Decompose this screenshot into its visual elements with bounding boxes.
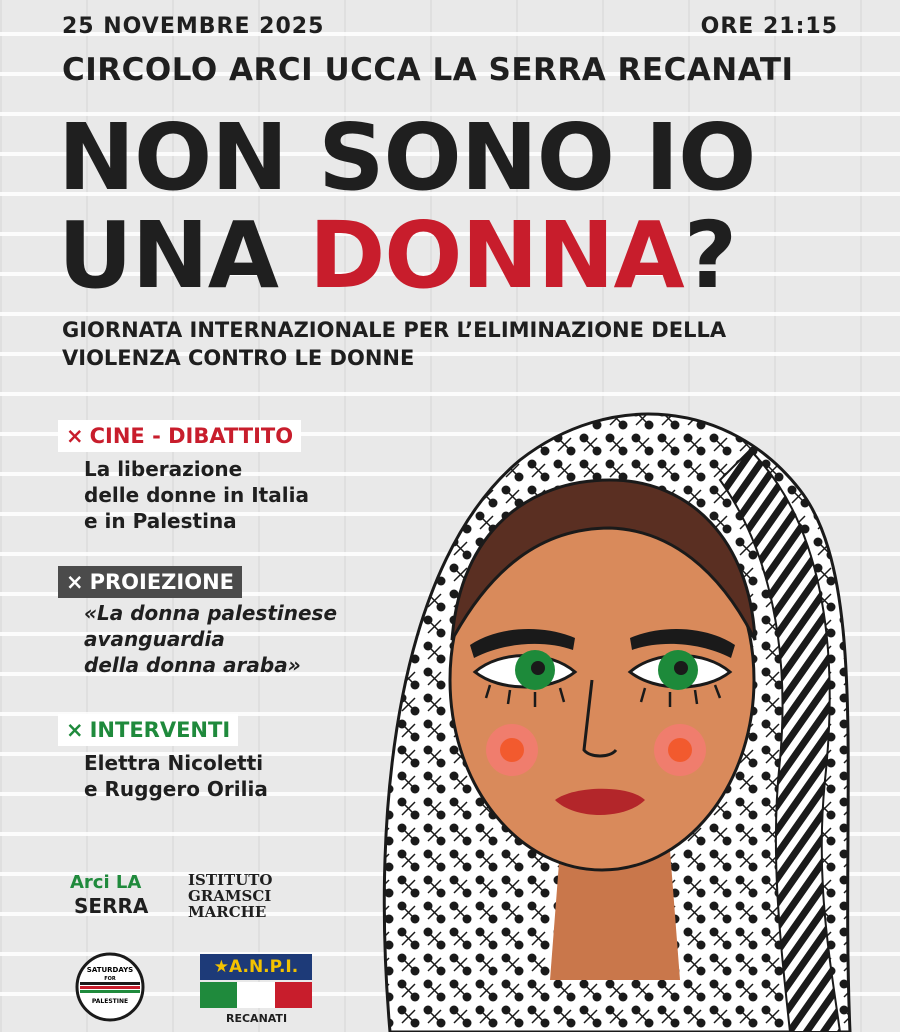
arci-la-serra-logo bbox=[62, 870, 172, 920]
left-cheek-center bbox=[500, 738, 524, 762]
cross-icon: × bbox=[66, 424, 84, 448]
subtitle bbox=[62, 316, 842, 372]
section-interventi-body bbox=[84, 750, 268, 802]
section-proiezione-label: PROIEZIONE bbox=[89, 570, 234, 594]
section-cine-label: CINE - DIBATTITO bbox=[89, 424, 294, 448]
title-una: UNA bbox=[58, 202, 309, 309]
saturdays-logo-bottom: PALESTINE bbox=[91, 998, 129, 1005]
saturdays-logo-mid: FOR bbox=[104, 976, 116, 982]
gramsci-logo-line-2: GRAMSCI bbox=[188, 887, 272, 905]
event-time: ORE 21:15 bbox=[700, 14, 838, 39]
section-cine-body bbox=[84, 456, 309, 534]
proiezione-line-2: avanguardia bbox=[84, 627, 225, 651]
right-cheek-center bbox=[668, 738, 692, 762]
section-interventi-label: INTERVENTI bbox=[89, 718, 231, 742]
section-interventi-header bbox=[58, 714, 238, 746]
cine-line-1: La liberazione bbox=[84, 457, 243, 481]
title-line-1: NON SONO IO bbox=[58, 104, 756, 211]
arci-logo-line-1: Arci LA bbox=[70, 872, 142, 893]
interventi-line-1: Elettra Nicoletti bbox=[84, 751, 264, 775]
anpi-recanati-logo bbox=[200, 954, 320, 1024]
gramsci-logo-line-3: MARCHE bbox=[188, 903, 267, 921]
istituto-gramsci-marche-logo bbox=[188, 872, 318, 922]
woman-keffiyeh-illustration bbox=[370, 380, 900, 1032]
proiezione-line-3: della donna araba» bbox=[84, 653, 301, 677]
title-question-mark: ? bbox=[683, 202, 737, 309]
proiezione-line-1: «La donna palestinese bbox=[84, 601, 338, 625]
cross-icon: × bbox=[66, 718, 84, 742]
event-venue: CIRCOLO ARCI UCCA LA SERRA RECANATI bbox=[62, 52, 794, 88]
anpi-logo-name: ★A.N.P.I. bbox=[200, 954, 312, 980]
title-donna: DONNA bbox=[308, 202, 684, 309]
interventi-line-2: e Ruggero Orilia bbox=[84, 777, 268, 801]
arci-logo-line-2: SERRA bbox=[74, 894, 149, 918]
saturdays-logo-top: SATURDAYS bbox=[86, 966, 134, 974]
left-pupil bbox=[531, 661, 545, 675]
italian-flag-stripes bbox=[200, 982, 312, 1008]
anpi-logo-city: RECANATI bbox=[226, 1012, 288, 1025]
section-cine-dibattito-header bbox=[58, 420, 301, 452]
section-proiezione-header bbox=[58, 566, 242, 598]
subtitle-line-1: GIORNATA INTERNAZIONALE PER L’ELIMINAZIONE DELLA bbox=[62, 318, 727, 342]
event-date: 25 NOVEMBRE 2025 bbox=[62, 14, 325, 39]
right-pupil bbox=[674, 661, 688, 675]
gramsci-logo-line-1: ISTITUTO bbox=[188, 871, 273, 889]
cine-line-3: e in Palestina bbox=[84, 509, 237, 533]
cross-icon: × bbox=[66, 570, 84, 594]
section-proiezione-body bbox=[84, 600, 337, 678]
cine-line-2: delle donne in Italia bbox=[84, 483, 309, 507]
title-line-2 bbox=[58, 202, 737, 309]
saturdays-for-palestine-logo bbox=[70, 952, 150, 1022]
subtitle-line-2: VIOLENZA CONTRO LE DONNE bbox=[62, 346, 415, 370]
